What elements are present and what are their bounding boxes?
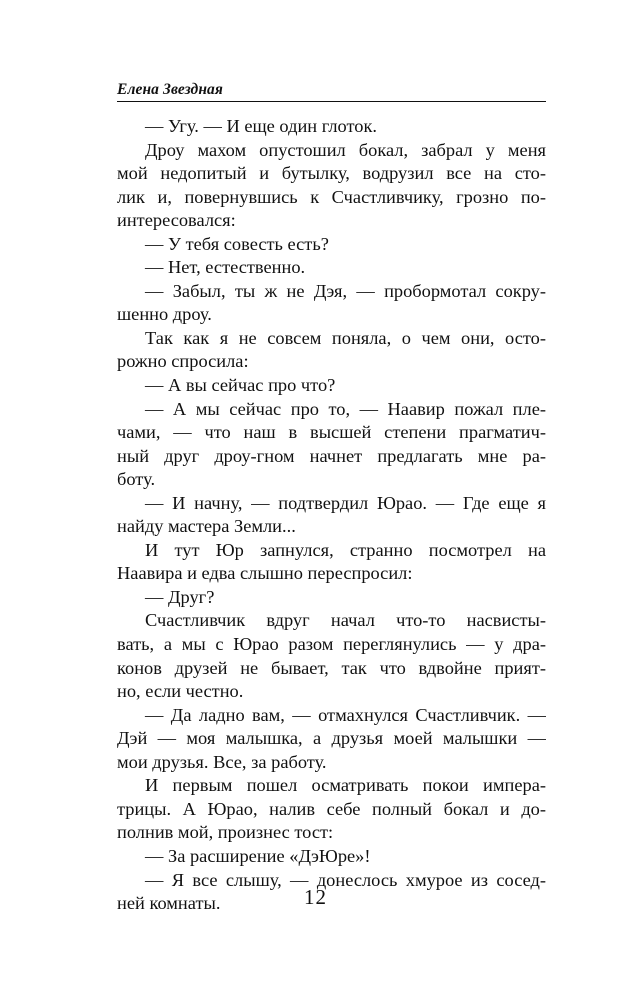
text-line: Счастливчик вдруг начал что-то насвисты- (145, 610, 546, 631)
text-line: но, если честно. (117, 681, 244, 702)
text-line: найду мастера Земли... (117, 516, 296, 537)
text-line: И тут Юр запнулся, странно посмотрел на (145, 539, 546, 560)
text-line: — Я все слышу, — донеслось хмурое из сосед- (145, 869, 546, 890)
text-line: — А мы сейчас про то, — Наавир пожал пле- (145, 398, 546, 419)
text-line: — У тебя совесть есть? (145, 233, 329, 254)
text-line: ней комнаты. (117, 893, 221, 914)
text-line: мои друзья. Все, за работу. (117, 751, 327, 772)
text-line: конов друзей не бывает, так что вдвойне прият- (117, 657, 546, 678)
text-line: И первым пошел осматривать покои импера- (145, 775, 546, 796)
text-line: — Забыл, ты ж не Дэя, — пробормотал сокру- (145, 280, 546, 301)
text-line: лик и, повернувшись к Счастливчику, грозно по- (117, 186, 546, 207)
text-line: — Да ладно вам, — отмахнулся Счастливчик. — (145, 704, 546, 725)
text-line: — Друг? (145, 586, 215, 607)
text-line: интересовался: (117, 210, 236, 231)
text-line: — А вы сейчас про что? (145, 375, 336, 396)
text-line: Дэй — моя малышка, а друзья моей малышки — (117, 728, 546, 749)
text-line: — Угу. — И еще один глоток. (145, 116, 377, 136)
text-line: Дроу махом опустошил бокал, забрал у меня (145, 139, 546, 160)
header-rule (117, 101, 546, 102)
text-line: чами, — что наш в высшей степени прагматич- (117, 422, 546, 443)
text-line: — И начну, — подтвердил Юрао. — Где еще я (145, 492, 546, 513)
text-line: шенно дроу. (117, 304, 212, 325)
text-line: трицы. А Юрао, налив себе полный бокал и до- (117, 798, 546, 819)
running-head: Елена Звездная (117, 81, 223, 98)
text-line: — За расширение «ДэЮре»! (145, 845, 371, 866)
text-line: Так как я не совсем поняла, о чем они, осто- (145, 327, 546, 348)
page-number: 12 (304, 885, 327, 909)
text-line: ный друг дроу-гном начнет предлагать мне ра- (117, 445, 546, 466)
text-line: вать, а мы с Юрао разом переглянулись — у дра- (117, 634, 546, 655)
text-line: — Нет, естественно. (145, 257, 306, 278)
text-line: мой недопитый и бутылку, водрузил все на сто- (117, 163, 546, 184)
body-text (117, 115, 546, 916)
text-line: боту. (117, 469, 156, 490)
text-line: рожно спросила: (117, 351, 249, 372)
text-line: Наавира и едва слышно переспросил: (117, 563, 413, 584)
text-line: полнив мой, произнес тост: (117, 822, 334, 843)
